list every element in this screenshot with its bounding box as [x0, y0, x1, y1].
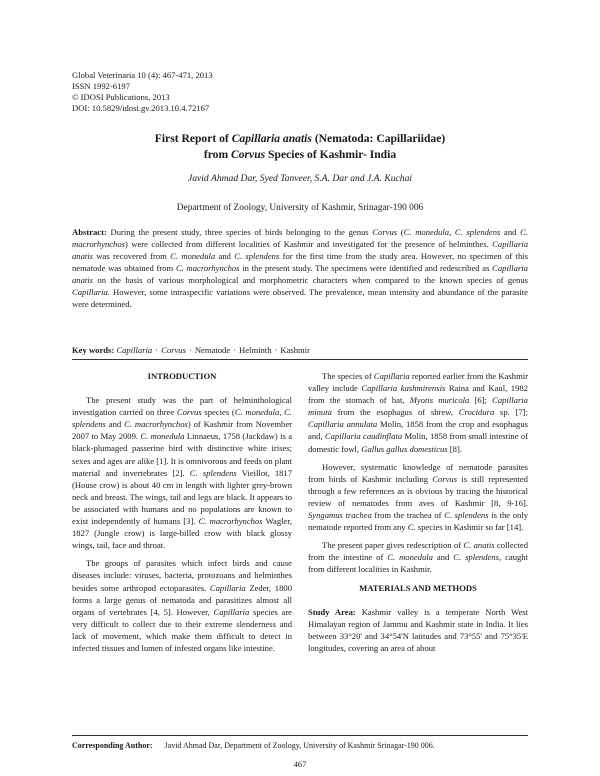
keywords-divider [72, 359, 528, 360]
journal-meta [72, 70, 213, 114]
journal-citation: Global Veterinaria 10 (4): 467-471, 2013 [72, 70, 213, 80]
corresponding-author-label: Corresponding Author: [72, 741, 153, 750]
keyword: Capillaria [116, 345, 153, 355]
corresponding-author-text: Javid Ahmad Dar, Department of Zoology, University of Kashmir Srinagar-190 006. [164, 741, 435, 750]
doi: DOI: 10.5829/idosi.gv.2013.10.4.72167 [72, 103, 210, 113]
copyright: © IDOSI Publications, 2013 [72, 92, 170, 102]
keyword: Nematode [194, 345, 231, 355]
page-number: 467 [293, 760, 307, 769]
paragraph: The species of Capillaria reported earlier from the Kashmir valley include Capillaria kashmirensis Raina and Kaul, 1982 from the stomach of bat, Myotis muricola [6]; Capillaria minuta from the esophagus of shrew, Crocidura sp. [7]; Capillaria annulata Molin, 1858 from the crop and esophagus and, Capillaria caudinflata Molin, 1858 from small intestine of domestic fowl, Gallus gallus domesticus [8]. [308, 371, 528, 454]
keywords-label: Key words: [72, 345, 115, 355]
issn: ISSN 1992-6197 [72, 81, 131, 91]
abstract-label: Abstract: [72, 227, 107, 237]
keyword: Kashmir [280, 345, 310, 355]
paragraph: The present study was the part of helminthological investigation carried on three Corvus species (C. monedula, C. splendens and C. macrorhynchos) of Kashmir from November 2007 to May 2009. C. monedula Linnaeus, 1758 (Jackdaw) is a black-plumaged passerine bird with distinctive white irises; sexes and ages are alike [1]. It is omnivorous and feeds on plant material and invertebrates [2]. C. splendens Vieillot, 1817 (House crow) is about 40 cm in length with lighter grey-brown neck and breast. The wings, tail and legs are black. It appears to be associated with humans and no populations are known to exist independently of humans [3]. C. macrorhynchos Wagler, 1827 (Jungle crow) is large-billed crow with black glossy wings, tail, face and throat. [72, 395, 293, 551]
authors: Javid Ahmad Dar, Syed Tanveer, S.A. Dar and J.A. Kuchai [187, 173, 413, 184]
right-column [308, 370, 528, 660]
methods-heading: MATERIALS AND METHODS [359, 582, 477, 593]
footer-divider [72, 735, 528, 736]
keyword: Helminth [239, 345, 272, 355]
keywords: Key words: Capillaria · Corvus · Nematode · Helminth · Kashmir [72, 345, 310, 355]
affiliation: Department of Zoology, University of Kashmir, Srinagar-190 006 [176, 203, 424, 213]
paragraph: However, systematic knowledge of nematode parasites from birds of Kashmir including Corvus is still represented through a few references as is obvious by tracing the historical review of nematodes from aves of Kashmir [8, 9-16]. Syngamus trachea from the trachea of C. splendens is the only nematode reported from any C. species in Kashmir so far [14]. [308, 461, 528, 533]
introduction-heading: INTRODUCTION [147, 371, 217, 381]
paragraph: The groups of parasites which infect birds and cause diseases include: viruses, bacteria, protozoans and helminthes besides some arthropod ectoparasites. Capillaria Zeder, 1800 forms a large genus of nematoda and parasitizes almost all organs of vertebrates [4, 5]. However, Capillaria species are very difficult to collect due to their extreme slenderness and lack of movement, which make them difficult to detect in infected tissues and lumen of infested organs like intestine. [72, 558, 292, 653]
paper-title: First Report of Capillaria anatis (Nematoda: Capillariidae) from Corvus Species of Kashmir- India [154, 132, 446, 161]
left-column [72, 370, 292, 660]
paragraph: The present paper gives redescription of C. anatis collected from the intestine of C. monedula and C. splendens, caught from different localities in Kashmir. [308, 540, 529, 575]
keyword: Corvus [161, 345, 186, 355]
paragraph: Study Area: Kashmir valley is a temperate North West Himalayan region of Jammu and Kashmir state in India. It lies between 33°20' and 34°54'N latitudes and 73°55' and 75°35'E longitudes, covering an area of about [308, 606, 529, 653]
corresponding-author [72, 741, 435, 750]
abstract: Abstract: During the present study, three species of birds belonging to the genus Corvus (C. monedula, C. splendens and C. macrorhynchos) were collected from different localities of Kashmir and investigated for the presence of helminthes. Capillaria anatis was recovered from C. monedula and C. splendens for the first time from the study area. However, no specimen of this nematode was obtained from C. macrorhynchos in the present study. The specimens were identified and redescribed as Capillaria anatis on the basis of various morphological and morphometric characters when compared to the known species of genus Capillaria. However, some intraspecific variations were observed. The prevalence, mean intensity and abundance of the parasite were determined. [72, 227, 528, 309]
